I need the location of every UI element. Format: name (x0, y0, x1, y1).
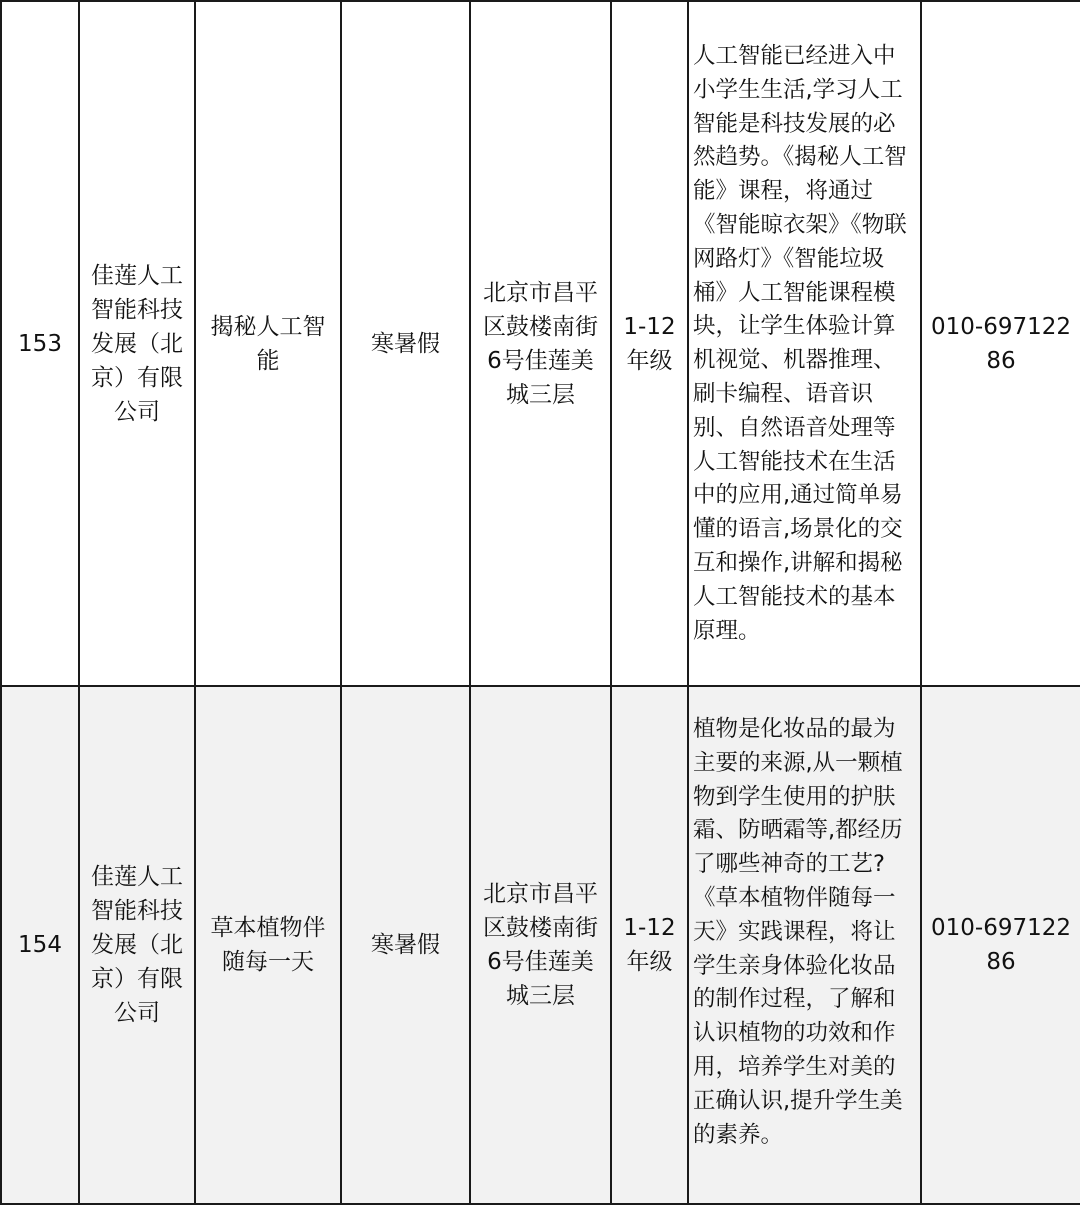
course-description: 人工智能已经进入中小学生生活,学习人工智能是科技发展的必然趋势。《揭秘人工智能》课程，将通过《智能晾衣架》《物联网路灯》《智能垃圾桶》人工智能课程模块，让学生体验计算机视觉、机器推理、刷卡编程、语音识别、自然语音处理等人工智能技术在生活中的应用,通过简单易懂的语言,场景化的交互和操作,讲解和揭秘人工智能技术的基本原理。 (693, 43, 907, 644)
row-number: 153 (18, 330, 62, 357)
period-cell (341, 686, 470, 1204)
row-number-cell (1, 1, 79, 686)
phone-cell (921, 1, 1080, 686)
row-number-cell (1, 686, 79, 1204)
address-cell (470, 686, 611, 1204)
course-name-cell (195, 686, 341, 1204)
period-cell (341, 1, 470, 686)
table-row (1, 686, 1080, 1204)
course-grade: 1-12年级 (623, 915, 676, 975)
organization-cell (79, 686, 195, 1204)
course-name-cell (195, 1, 341, 686)
row-number: 154 (18, 932, 62, 958)
description-cell (688, 1, 921, 686)
course-description: 植物是化妆品的最为主要的来源,从一颗植物到学生使用的护肤霜、防晒霜等,都经历了哪些神奇的工艺?《草本植物伴随每一天》实践课程，将让学生亲身体验化妆品的制作过程，了解和认识植物的功效和作用，培养学生对美的正确认识,提升学生美的素养。 (693, 716, 903, 1148)
contact-phone: 010-69712286 (931, 915, 1071, 975)
course-name: 揭秘人工智能 (210, 313, 326, 374)
organization-cell (79, 1, 195, 686)
description-cell (688, 686, 921, 1204)
phone-cell (921, 686, 1080, 1204)
grade-cell (611, 1, 688, 686)
address-cell (470, 1, 611, 686)
course-period: 寒暑假 (371, 330, 440, 357)
course-address: 北京市昌平区鼓楼南街6号佳莲美城三层 (483, 279, 598, 408)
course-name: 草本植物伴随每一天 (210, 915, 326, 975)
course-period: 寒暑假 (371, 932, 440, 958)
organization-name: 佳莲人工智能科技发展（北京）有限公司 (91, 864, 183, 1026)
organization-name: 佳莲人工智能科技发展（北京）有限公司 (91, 262, 183, 425)
grade-cell (611, 686, 688, 1204)
contact-phone: 010-69712286 (931, 313, 1071, 374)
course-address: 北京市昌平区鼓楼南街6号佳莲美城三层 (483, 881, 598, 1009)
course-grade: 1-12年级 (623, 313, 676, 374)
table-row (1, 1, 1080, 686)
